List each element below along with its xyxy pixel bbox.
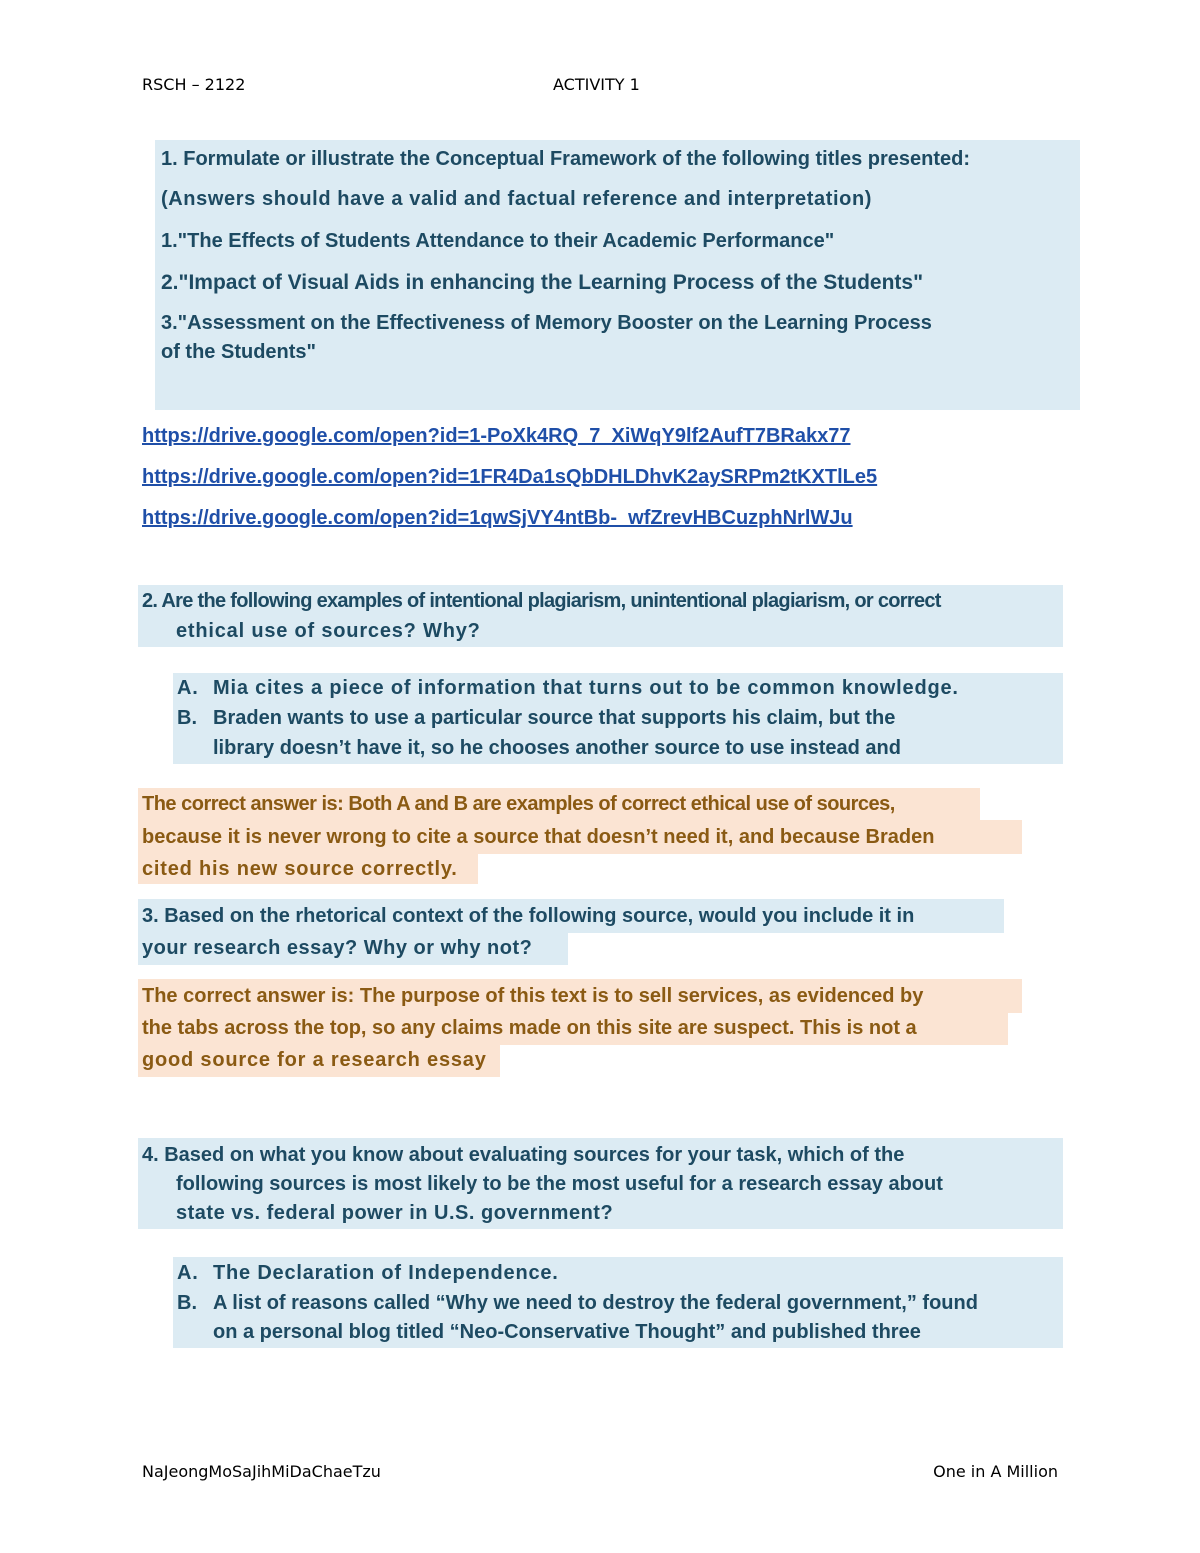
q1-item-2: 2."Impact of Visual Aids in enhancing the Learning Process of the Students" [161, 271, 924, 294]
q4-line-3: state vs. federal power in U.S. government? [176, 1202, 614, 1224]
q2-option-a-letter: A. [177, 677, 199, 699]
q2-box [138, 585, 1063, 647]
q4-box [138, 1138, 1063, 1229]
q1-item-3-cont: of the Students" [161, 341, 317, 363]
q4-option-a [177, 1262, 559, 1285]
q3-line-2: your research essay? Why or why not? [142, 937, 533, 959]
q2-answer-line-3: cited his new source correctly. [142, 858, 458, 880]
q4-options-box [173, 1257, 1063, 1348]
q4-line-1: 4. Based on what you know about evaluating sources for your task, which of the [142, 1144, 905, 1166]
drive-link-3[interactable]: https://drive.google.com/open?id=1qwSjVY4ntBb-_wfZrevHBCuzphNrlWJu [142, 507, 853, 529]
q4-option-a-letter: A. [177, 1262, 199, 1284]
q3-line-1: 3. Based on the rhetorical context of the following source, would you include it in [142, 905, 915, 927]
q4-option-a-text: The Declaration of Independence. [213, 1262, 559, 1284]
q3-answer-line-3: good source for a research essay [142, 1049, 487, 1071]
header-activity-title: ACTIVITY 1 [553, 75, 640, 94]
q1-item-3: 3."Assessment on the Effectiveness of Memory Booster on the Learning Process [161, 312, 932, 334]
q4-option-b-cont: on a personal blog titled “Neo-Conservative Thought” and published three [213, 1321, 921, 1343]
q1-note: (Answers should have a valid and factual reference and interpretation) [161, 188, 873, 210]
q2-option-b-text: Braden wants to use a particular source that supports his claim, but the [213, 707, 896, 729]
q2-option-b-cont: library doesn’t have it, so he chooses another source to use instead and [213, 737, 901, 759]
q1-item-1: 1."The Effects of Students Attendance to their Academic Performance" [161, 230, 835, 252]
q2-line-1: 2. Are the following examples of intentional plagiarism, unintentional plagiarism, or correct [142, 590, 941, 612]
q1-title: 1. Formulate or illustrate the Conceptual Framework of the following titles presented: [161, 148, 971, 170]
drive-link-2[interactable]: https://drive.google.com/open?id=1FR4Da1sQbDHLDhvK2aySRPm2tKXTlLe5 [142, 466, 878, 488]
q2-answer-line-1: The correct answer is: Both A and B are examples of correct ethical use of sources, [142, 793, 895, 815]
footer-left: NaJeongMoSaJihMiDaChaeTzu [142, 1462, 381, 1481]
q2-options-box [173, 673, 1063, 764]
footer-right: One in A Million [933, 1462, 1058, 1481]
q2-option-a [177, 677, 959, 700]
q4-option-b-text: A list of reasons called “Why we need to destroy the federal government,” found [213, 1292, 978, 1314]
drive-link-1[interactable]: https://drive.google.com/open?id=1-PoXk4RQ_7_XiWqY9lf2AufT7BRakx77 [142, 425, 851, 447]
q2-answer-line-2: because it is never wrong to cite a source that doesn’t need it, and because Braden [142, 826, 935, 848]
q3-answer-line-1: The correct answer is: The purpose of this text is to sell services, as evidenced by [142, 985, 924, 1007]
q4-line-2: following sources is most likely to be the most useful for a research essay about [176, 1173, 943, 1195]
q2-line-2: ethical use of sources? Why? [176, 620, 481, 642]
q2-option-b-letter: B. [177, 707, 197, 729]
q4-option-b-letter: B. [177, 1292, 197, 1314]
q3-answer-line-2: the tabs across the top, so any claims made on this site are suspect. This is not a [142, 1017, 917, 1039]
q2-option-a-text: Mia cites a piece of information that turns out to be common knowledge. [213, 677, 959, 699]
q4-option-b [177, 1292, 978, 1315]
header-course-code: RSCH – 2122 [142, 75, 246, 94]
q1-box [155, 140, 1080, 410]
q2-option-b [177, 707, 895, 730]
